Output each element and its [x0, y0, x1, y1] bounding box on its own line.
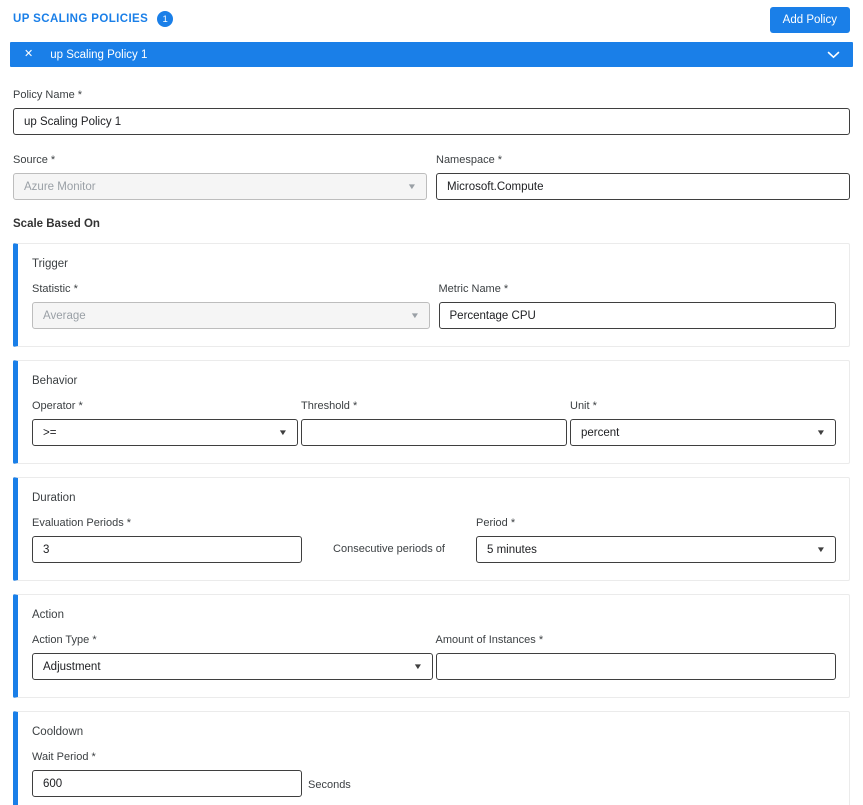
close-icon[interactable]: ✕: [24, 48, 34, 60]
wait-period-input[interactable]: [32, 770, 302, 797]
page-title-wrap: [13, 7, 173, 27]
behavior-card-title: Behavior: [32, 375, 78, 387]
statistic-select: [32, 302, 430, 329]
statistic-field: [32, 283, 430, 329]
action-card-title: Action: [32, 609, 64, 621]
duration-card: [13, 477, 850, 581]
threshold-input[interactable]: [301, 419, 567, 446]
evaluation-periods-input[interactable]: [32, 536, 302, 563]
policy-count-badge: 1: [157, 11, 173, 27]
policy-name-input[interactable]: [13, 108, 850, 135]
source-select: [13, 173, 427, 200]
policy-panel-header[interactable]: [10, 42, 853, 67]
chevron-down-icon[interactable]: [827, 51, 840, 59]
chevron-down-icon: ▼: [409, 311, 420, 320]
chevron-down-icon: ▼: [406, 182, 418, 191]
period-value: 5 minutes: [487, 543, 537, 556]
page-title: UP SCALING POLICIES: [13, 13, 149, 25]
period-select[interactable]: [476, 536, 836, 563]
statistic-value: Average: [43, 309, 86, 322]
period-label: Period *: [476, 517, 516, 529]
metric-name-field: [439, 283, 837, 329]
operator-select[interactable]: [32, 419, 298, 446]
source-field: [13, 154, 427, 200]
scale-based-on-label: Scale Based On: [13, 218, 100, 230]
operator-label: Operator *: [32, 400, 83, 412]
namespace-field: [436, 154, 850, 200]
duration-card-title: Duration: [32, 492, 76, 504]
policy-panel-title: up Scaling Policy 1: [50, 48, 148, 61]
cooldown-card-title: Cooldown: [32, 726, 84, 738]
policy-name-field: [13, 89, 850, 135]
action-type-value: Adjustment: [43, 660, 101, 673]
amount-of-instances-label: Amount of Instances *: [435, 634, 544, 646]
policy-form: [0, 89, 863, 805]
unit-field: [570, 400, 836, 446]
source-label: Source *: [13, 154, 56, 166]
threshold-label: Threshold *: [301, 400, 358, 412]
operator-value: >=: [43, 426, 57, 439]
namespace-label: Namespace *: [436, 154, 503, 166]
seconds-suffix: Seconds: [308, 778, 351, 791]
threshold-field: [301, 400, 567, 446]
period-field: [476, 517, 836, 563]
metric-name-input[interactable]: [439, 302, 837, 329]
page-header: [0, 0, 863, 33]
evaluation-periods-field: [32, 517, 302, 563]
policy-name-label: Policy Name *: [13, 89, 83, 101]
chevron-down-icon: ▼: [815, 428, 827, 437]
chevron-down-icon: ▼: [277, 428, 289, 437]
amount-of-instances-field: [436, 634, 837, 680]
trigger-card-title: Trigger: [32, 258, 68, 270]
chevron-down-icon: ▼: [815, 545, 827, 554]
unit-label: Unit *: [570, 400, 597, 412]
metric-name-label: Metric Name *: [438, 283, 509, 295]
source-value: Azure Monitor: [24, 180, 96, 193]
unit-select[interactable]: [570, 419, 836, 446]
action-card: [13, 594, 850, 698]
statistic-label: Statistic *: [32, 283, 78, 295]
unit-value: percent: [581, 426, 620, 439]
operator-field: [32, 400, 298, 446]
action-type-label: Action Type *: [32, 634, 97, 646]
wait-period-label: Wait Period *: [32, 751, 96, 763]
chevron-down-icon: ▼: [412, 662, 423, 671]
behavior-card: [13, 360, 850, 464]
namespace-input[interactable]: [436, 173, 850, 200]
action-type-select[interactable]: [32, 653, 433, 680]
consecutive-periods-text: Consecutive periods of: [333, 543, 445, 555]
amount-of-instances-input[interactable]: [436, 653, 837, 680]
add-policy-button[interactable]: Add Policy: [770, 7, 850, 33]
cooldown-card: [13, 711, 850, 805]
trigger-card: [13, 243, 850, 347]
evaluation-periods-label: Evaluation Periods *: [32, 517, 132, 529]
action-type-field: [32, 634, 433, 680]
